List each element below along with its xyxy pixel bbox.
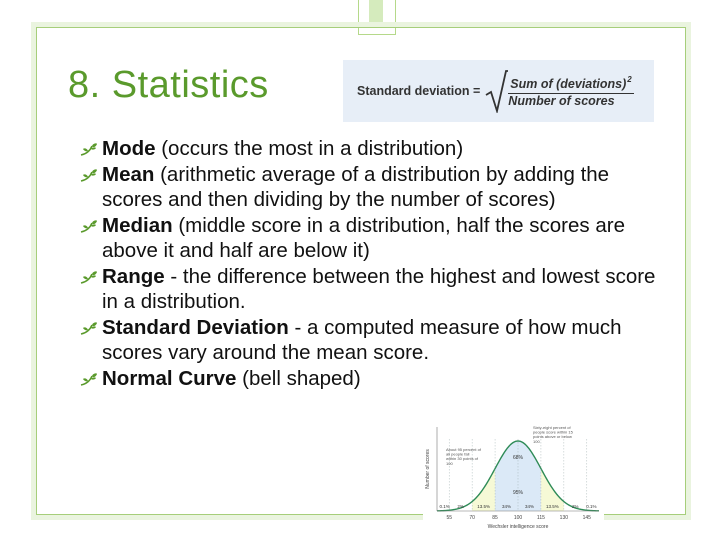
sprout-icon (80, 321, 98, 335)
x-tick-label: 85 (492, 515, 498, 521)
bullet-text: (middle score in a distribution, half the scores are above it and half are below it) (102, 213, 625, 262)
x-tick-label: 55 (446, 515, 453, 521)
bullet-text: - a computed measure of how much scores vary around the mean score. (102, 315, 622, 364)
y-axis-label: Number of scores (425, 449, 431, 489)
bullet-item (78, 213, 668, 264)
formula-numerator: Sum of (deviations)$^2$ (508, 77, 633, 94)
bullet-text: (occurs the most in a distribution) (155, 137, 464, 160)
x-tick-label: 145 (582, 515, 591, 521)
segment-percent-label: 2% (572, 504, 579, 509)
right-annotation: Sixty-eight percent of people score within 15 points above or below 100 (533, 425, 573, 444)
segment-percent-label: 2% (457, 504, 464, 509)
segment-percent-label: 34% (502, 504, 512, 509)
sprout-icon (80, 270, 98, 284)
bullet-term: Standard Deviation (102, 315, 289, 339)
bullet-term: Mean (102, 162, 155, 186)
bullet-term: Range (102, 264, 165, 288)
left-annotation: About 95 percent of all people fall within 30 points of 100 (446, 447, 481, 466)
bullet-item (78, 136, 668, 162)
x-tick-label: 130 (559, 515, 569, 521)
bullet-item (78, 264, 668, 315)
sprout-icon (80, 142, 98, 156)
bullet-item (78, 366, 668, 392)
bullet-term: Normal Curve (102, 366, 237, 390)
sprout-icon (80, 168, 98, 182)
bullet-item (78, 162, 668, 213)
sprout-icon (80, 372, 98, 386)
standard-deviation-formula (343, 60, 654, 122)
normal-curve-svg (423, 419, 604, 530)
normal-curve-chart (423, 419, 604, 530)
bullet-text: - the difference between the highest and lowest score in a distribution. (102, 264, 656, 313)
segment-percent-label: 0.1% (586, 504, 597, 509)
bullet-text: (arithmetic average of a distribution by adding the scores and then dividing by the number of scores) (102, 162, 610, 211)
square-root-icon (484, 69, 508, 113)
x-tick-label: 100 (513, 515, 523, 521)
x-tick-label: 70 (469, 515, 475, 521)
segment-percent-label: 34% (524, 504, 534, 509)
bullet-term: Median (102, 213, 173, 237)
bullet-term: Mode (102, 137, 156, 160)
slide-title: 8. Statistics (68, 64, 269, 106)
sprout-icon (80, 219, 98, 233)
segment-percent-label: 13.5% (477, 504, 490, 509)
band-68-label: 68% (512, 455, 524, 461)
x-axis-label: Wechsler intelligence score (487, 524, 549, 530)
bullet-list (78, 136, 668, 391)
bullet-text: (bell shaped) (236, 366, 361, 390)
formula-denominator: Number of scores (508, 93, 615, 108)
bullet-item (78, 315, 668, 366)
segment-percent-label: 13.5% (546, 504, 559, 509)
formula-lhs: Standard deviation = (357, 84, 481, 98)
x-tick-label: 115 (536, 515, 545, 521)
band-95-label: 95% (512, 490, 524, 496)
segment-percent-label: 0.1% (439, 504, 450, 509)
